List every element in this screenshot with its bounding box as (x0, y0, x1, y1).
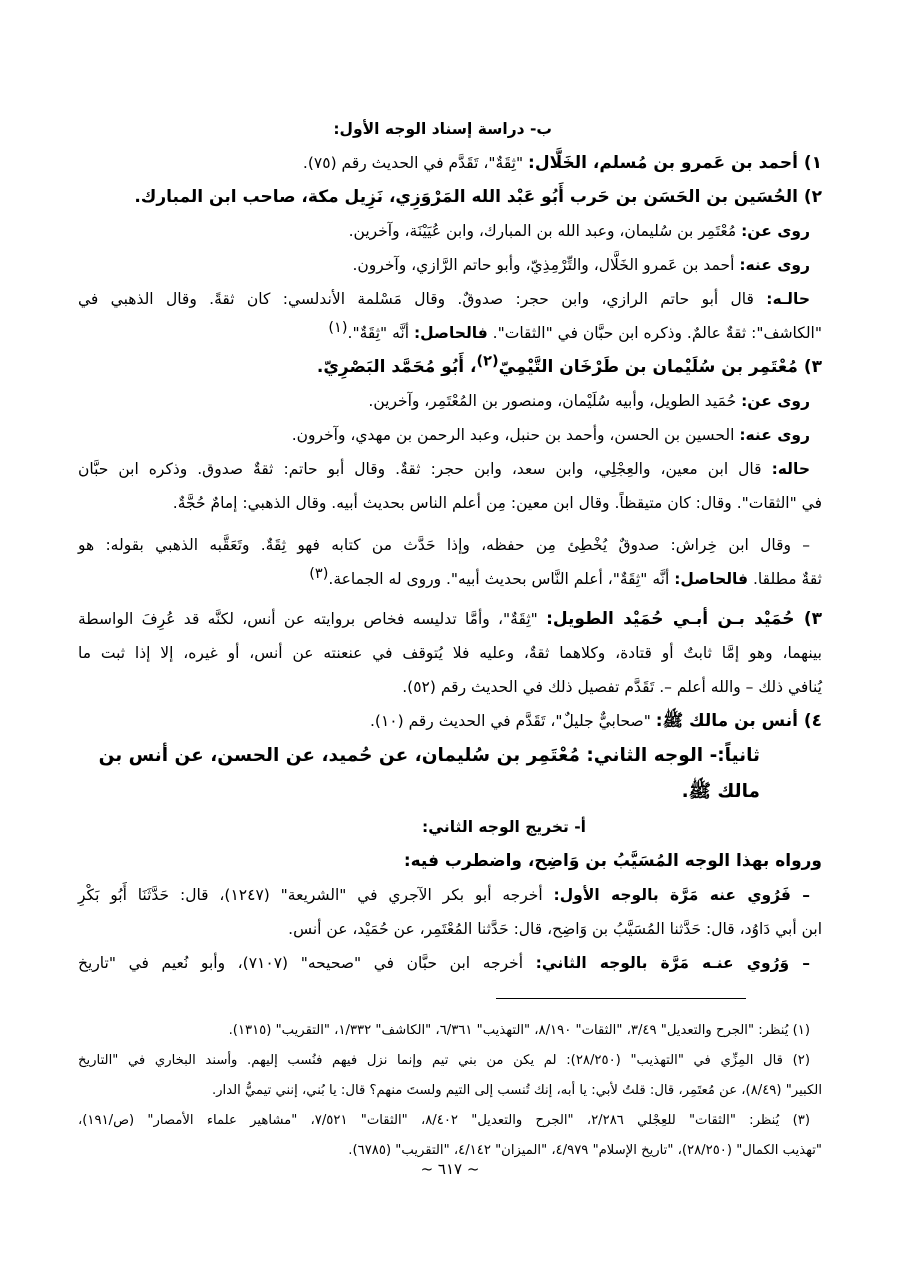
text-hasil: أنَّه "ثِقَةٌ". (347, 324, 414, 342)
footnote-2-line2: الكبير" (٨/٤٩)، عن مُعتَمِر، قال: قلتُ لأبي: يا أبه، إنك تُنسب إلى التيم ولستَ منهم؟ قال: يا بُني، إنني تيميُّ الدار. (211, 1083, 822, 1098)
label-hasil: فالحاصل: (413, 324, 488, 342)
label-hal: حاله: (771, 460, 810, 478)
label-hal: حالـه: (766, 290, 810, 308)
label-rawa-an: روى عن: (741, 392, 810, 410)
label-rawa-anhu: روى عنه: (739, 256, 810, 274)
narrator-5-status: "صحابيٌّ جليلٌ"، تَقَدَّم في الحديث رقم (١٠). (369, 712, 656, 730)
narrator-1-status: "ثِقَةٌ"، تَقَدَّم في الحديث رقم (٧٥). (302, 154, 529, 172)
second-aspect-chain: مُعْتَمِر بن سُليمان، عن حُميد، عن الحسن، عن أنس بن مالك ﷺ. (98, 745, 760, 802)
musayyab-heading: ورواه بهذا الوجه المُسَيَّبُ بن وَاضِح، واضطرب فيه: (403, 851, 822, 871)
narrator-5 (78, 704, 822, 738)
label-hasil: فالحاصل: (674, 570, 749, 588)
footnotes (78, 1016, 822, 1166)
narrator-3-name (78, 350, 822, 384)
first-way-line1 (78, 878, 822, 912)
narrator-3-rawa-anhu (78, 418, 822, 452)
narrator-3-rawa-an (78, 384, 822, 418)
narrator-2-rawa-an (78, 214, 822, 248)
text-hal-2: "الكاشف": ثقةٌ عالمٌ. وذكره ابن حبَّان في "الثقات". (487, 324, 822, 342)
footnote-separator (496, 998, 746, 999)
narrator-1-name: ١) أحمد بن عَمرو بن مُسلم، الخَلَّال: (528, 153, 822, 173)
label-rawa-anhu: روى عنه: (739, 426, 810, 444)
footnote-ref-1[interactable]: (١) (328, 319, 348, 336)
label-rawa-an: روى عن: (741, 222, 810, 240)
text-hal-1: قال أبو حاتم الرازي، وابن حجر: صدوقٌ. وقال مَسْلمة الأندلسي: كان ثقةً. وقال الذهبي في (78, 290, 767, 308)
khirash-hasil: أنَّه "ثِقَةٌ"، أعلم النَّاس بحديث أبيه". وروى له الجماعة. (328, 570, 675, 588)
second-way-label: – وَرُوي عنـه مَرَّة بالوجه الثاني: (535, 954, 810, 972)
narrator-2-hal-line1 (78, 282, 822, 316)
narrator-4-name: ٣) حُمَيْد بـن أبـي حُمَيْد الطويل: (546, 609, 822, 629)
text-rawa-an: مُعْتَمِر بن سُليمان، وعبد الله بن المبارك، وابن عُيَيْنَة، وآخرين. (348, 222, 742, 240)
narrator-2-hal-line2 (78, 316, 822, 350)
narrator-4-line1 (78, 602, 822, 636)
second-aspect-heading (78, 738, 822, 810)
text-hal-1: قال ابن معين، والعِجْلِي، وابن سعد، وابن حجر: ثقةٌ. وقال أبو حاتم: ثقةٌ صدوق. وذكره ابن حبَّان (78, 460, 772, 478)
narrator-5-name: ٤) أنس بن مالك ﷺ: (655, 711, 822, 731)
khirash-text: ثقةٌ مطلقا. (748, 570, 822, 588)
section-heading-a: أ- تخريج الوجه الثاني: (422, 818, 586, 836)
footnote-ref-3[interactable]: (٣) (309, 565, 329, 582)
footnote-3-line2: "تهذيب الكمال" (٢٨/٢٥٠)، "تاريخ الإسلام" ٤/٩٧٩، "الميزان" ٤/١٤٢، "التقريب" (٦٧٨٥). (348, 1143, 822, 1158)
narrator-3-name-a: ٣) مُعْتَمِر بن سُلَيْمان بن طَرْخَان التَّيْمِيّ (498, 357, 822, 377)
narrator-1 (78, 146, 822, 180)
second-aspect-label: ثانياً:- الوجه الثاني: (586, 745, 760, 766)
narrator-2-rawa-anhu (78, 248, 822, 282)
second-way-text: أخرجه ابن حبَّان في "صحيحه" (٧١٠٧)، وأبو نُعيم في "تاريخ (78, 954, 536, 972)
khirash-line1: – وقال ابن خِراش: صدوقٌ يُخْطِئ مِن حفظه، وإذا حَدَّث من كتابه فهو ثِقَةٌ. وتَعَقَّبه الذهبي بقوله: هو (78, 536, 810, 554)
narrator-2-name: ٢) الحُسَين بن الحَسَن بن حَرب أَبُو عَبْد الله المَرْوَزِي، نَزِيل مكة، صاحب ابن المبارك. (134, 187, 822, 207)
narrator-3-hal-line2: في "الثقات". وقال: كان متيقظاً. وقال ابن معين: مِن أعلم الناس بحديث أبيه. وقال الذهبي: إمامٌ حُجَّةٌ. (172, 494, 822, 512)
narrator-4-line2: بينهما، وهو إمَّا ثابتٌ أو قتادة، وكلاهما ثقةٌ، وعليه فلا يُتوقف في عنعنته عن أنس، أو غيره، إلا إذا ثبت ما (78, 644, 822, 662)
text-rawa-anhu: أحمد بن عَمرو الخَلَّال، والتِّرْمِذِيّ، وأبو حاتم الرَّازي، وآخرون. (352, 256, 740, 274)
main-text (78, 112, 822, 980)
footnote-1: (١) يُنظر: "الجرح والتعديل" ٣/٤٩، "الثقات" ٨/١٩٠، "التهذيب" ٦/٣٦١، "الكاشف" ١/٣٣٢، "التقريب" (١٣١٥). (228, 1023, 810, 1038)
footnote-ref-2[interactable]: (٢) (476, 353, 499, 370)
section-heading-b: ب- دراسة إسناد الوجه الأول: (333, 120, 552, 138)
narrator-3-hal-line1 (78, 452, 822, 486)
page-number: ~ ٦١٧ ~ (420, 1160, 480, 1178)
second-way-line1 (78, 946, 822, 980)
first-way-label: – فَرُوي عنه مَرَّة بالوجه الأول: (553, 886, 810, 904)
footnote-3-line1: (٣) يُنظر: "الثقات" للعِجْلي ٢/٢٨٦، "الجرح والتعديل" ٨/٤٠٢، "الثقات" ٧/٥٢١، "مشاهير علماء الأمصار" (ص/١٩١)، (78, 1113, 810, 1128)
first-way-line2: ابن أبي دَاوُد، قال: حَدَّثنا المُسَيَّبُ بن وَاضِح، قال: حَدَّثنا المُعْتَمِر، عن حُمَيْد، عن أنس. (288, 920, 822, 938)
footnote-2-line1: (٢) قال المِزِّي في "التهذيب" (٢٨/٢٥٠): لم يكن من بني تيم وإنما نزل فيهم فنُسب إليهم. وأسند البخاري في "التاريخ (78, 1053, 810, 1068)
narrator-4-text-1: "ثِقَةٌ"، وأمَّا تدليسه فخاص بروايته عن أنس، لكنَّه قد عُرِفَ الواسطة (78, 610, 547, 628)
text-rawa-an: حُمَيد الطويل، وأبيه سُلَيْمان، ومنصور بن المُعْتَمِر، وآخرين. (368, 392, 742, 410)
first-way-text-1: أخرجه أبو بكر الآجري في "الشريعة" (١٢٤٧)، قال: حَدَّثَنَا أَبُو بَكْرِ (78, 886, 554, 904)
narrator-4-line3: يُنافي ذلك – والله أعلم –. تَقَدَّم تفصيل ذلك في الحديث رقم (٥٢). (402, 678, 822, 696)
khirash-line2 (78, 562, 822, 596)
text-rawa-anhu: الحسين بن الحسن، وأحمد بن حنبل، وعبد الرحمن بن مهدي، وآخرون. (291, 426, 740, 444)
narrator-3-name-b: ، أَبُو مُحَمَّد البَصْرِيّ. (316, 357, 477, 377)
